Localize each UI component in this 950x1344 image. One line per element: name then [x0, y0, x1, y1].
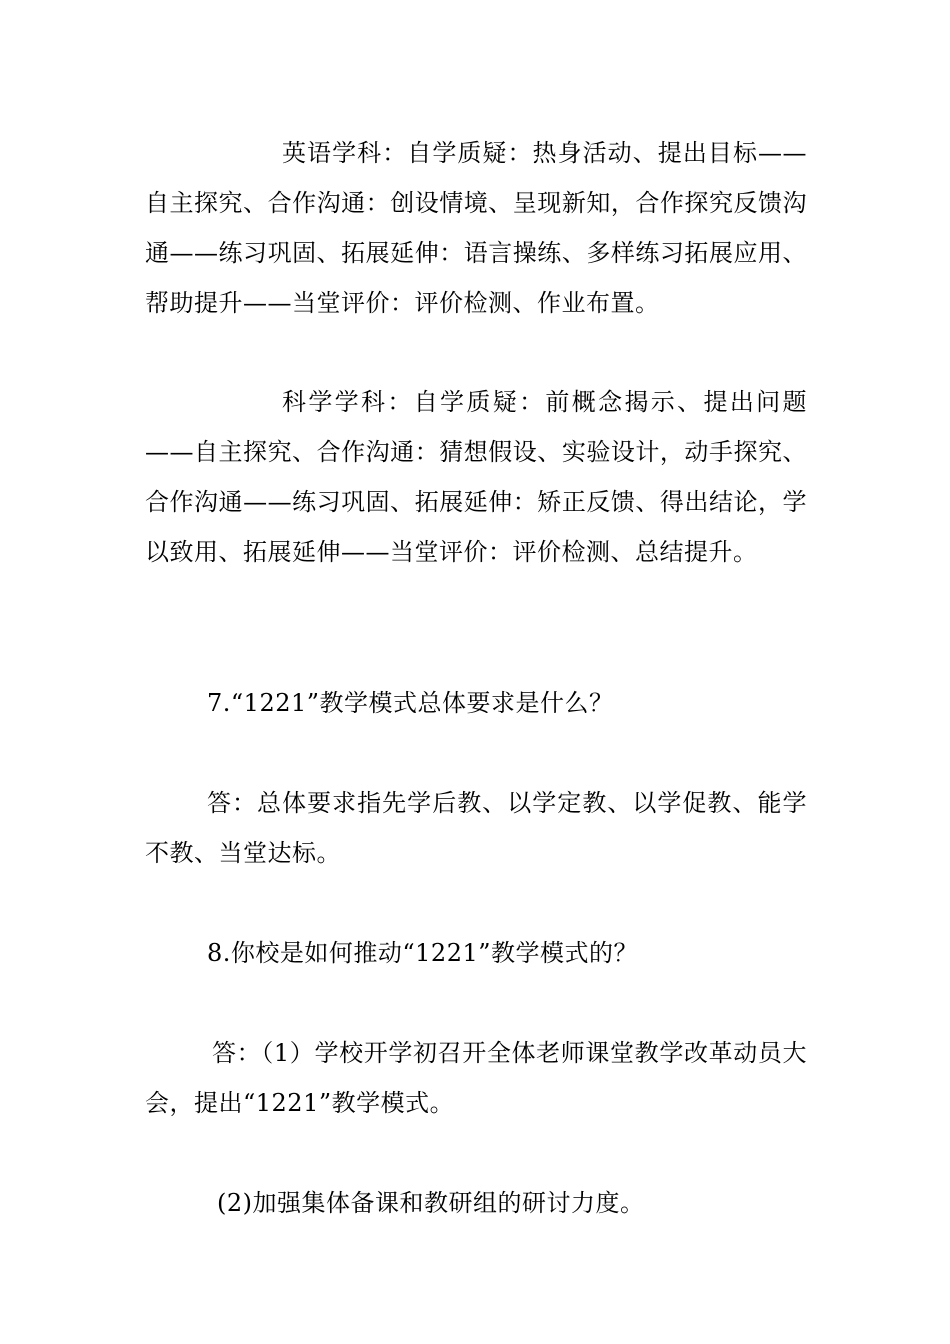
- answer-8-item-2: (2)加强集体备课和教研组的研讨力度。: [217, 1189, 645, 1217]
- paragraph-science-subject: 科学学科：自学质疑：前概念揭示、提出问题——自主探究、合作沟通：猜想假设、实验设计，动手探究、合作沟通——练习巩固、拓展延伸：矫正反馈、得出结论，学以致用、拓展延伸——当堂评价：评价检测、总结提升。: [145, 388, 807, 566]
- question-8: 8.你校是如何推动“1221”教学模式的？: [207, 939, 639, 967]
- answer-7: 答：总体要求指先学后教、以学定教、以学促教、能学不教、当堂达标。: [145, 789, 807, 867]
- paragraph-english-subject: 英语学科：自学质疑：热身活动、提出目标——自主探究、合作沟通：创设情境、呈现新知，合作探究反馈沟通——练习巩固、拓展延伸：语言操练、多样练习拓展应用、帮助提升——当堂评价：评价检测、作业布置。: [145, 139, 807, 317]
- answer-8-item-1: 答：（1）学校开学初召开全体老师课堂教学改革动员大会，提出“1221”教学模式。: [145, 1039, 807, 1117]
- question-7: 7.“1221”教学模式总体要求是什么？: [207, 689, 614, 717]
